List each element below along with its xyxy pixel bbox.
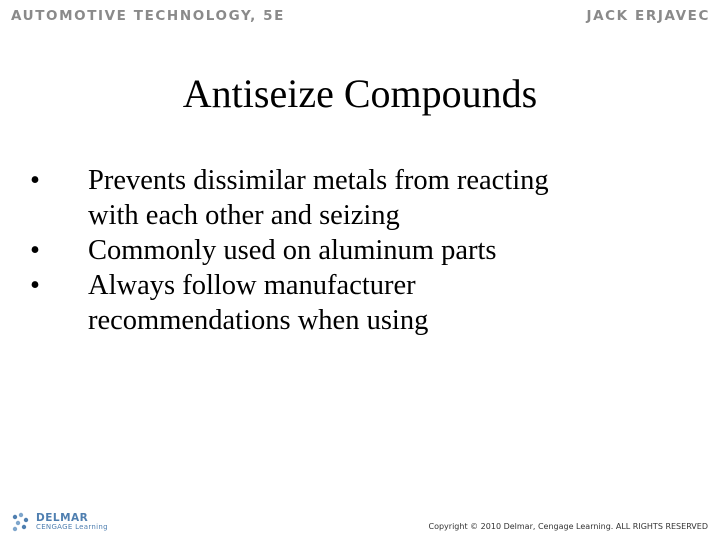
bullet-dot: • xyxy=(30,235,40,266)
delmar-logo-icon xyxy=(10,511,32,533)
logo-brand-text: DELMAR xyxy=(36,512,89,525)
logo-sub-text: CENGAGE Learning xyxy=(36,522,108,531)
publisher-logo xyxy=(10,511,108,533)
bullet-item xyxy=(30,163,690,233)
bullet-item xyxy=(30,268,690,338)
bullet-text-line: Always follow manufacturer xyxy=(88,270,416,301)
bullet-dot: • xyxy=(30,165,40,196)
bullet-item xyxy=(30,233,690,268)
bullet-text-line: Prevents dissimilar metals from reacting xyxy=(88,165,549,196)
copyright-notice: Copyright © 2010 Delmar, Cengage Learning. ALL RIGHTS RESERVED xyxy=(428,522,708,531)
bullet-list xyxy=(30,163,690,338)
bullet-text-line: Commonly used on aluminum parts xyxy=(88,235,497,266)
slide-title: Antiseize Compounds xyxy=(182,71,538,116)
author-name: JACK ERJAVEC xyxy=(586,8,710,24)
bullet-dot: • xyxy=(30,270,40,301)
bullet-text-line: recommendations when using xyxy=(88,305,429,336)
bullet-text-line: with each other and seizing xyxy=(88,200,400,231)
book-title: AUTOMOTIVE TECHNOLOGY, 5E xyxy=(11,8,285,24)
